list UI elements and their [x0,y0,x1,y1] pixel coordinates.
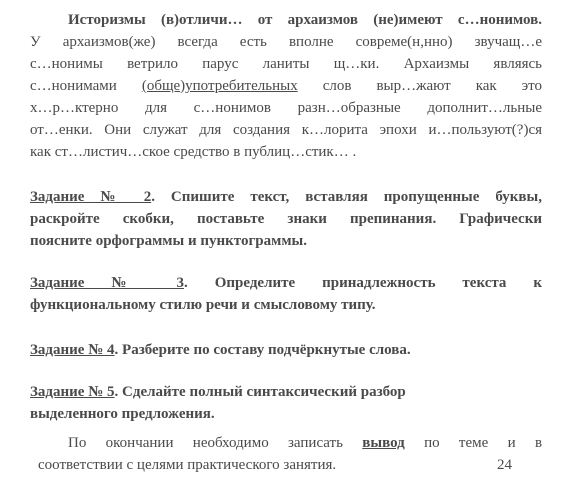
task-4 [30,339,542,361]
task-3-line-2: функциональному стилю речи и смысловому типу. [30,297,376,313]
task-5-text-1: . Сделайте полный синтаксический разбор [114,384,406,400]
text-line-4 [30,75,542,97]
task-3-text-1: . Определите принадлежность текста к [184,275,542,291]
text-line-5: х…р…ктерно для с…нонимов разн…образные дополнит…льные [30,100,542,116]
text-line-4-start: с…нонимами [30,78,117,94]
task-2-line-2: раскройте скобки, поставьте знаки препинания. Графически [30,211,542,227]
task-5 [30,381,542,425]
source-text [30,9,542,163]
title-sentence: Историзмы (в)отличи… от архаизмов (не)имеют с…нонимов. [68,12,542,28]
task-4-line-1 [30,339,542,361]
footer-text-c: по теме и в [424,435,543,451]
conclusion-word: вывод [362,435,405,451]
text-line-4-end: слов выр…жают как это [322,78,543,94]
task-2-text-1: . Спишите текст, вставляя пропущенные буквы, [151,189,542,205]
text-line-6: от…енки. Они служат для создания к…лорита эпохи и…пользуют(?)ся [30,122,542,138]
task-5-line-2: выделенного предложения. [30,406,215,422]
task-2 [30,186,542,252]
underlined-word: (обще)употребительных [141,78,298,94]
footer-line-2: соответствии с целями практического занятия. [38,457,337,473]
task-2-line-1 [30,186,542,208]
page-number: 24 [497,457,512,473]
task-4-label: Задание № 4 [30,342,115,358]
text-line-7: как ст…листич…ское средство в публиц…стик… . [30,144,357,160]
text-line-3: с…нонимы ветрило парус ланиты щ…ки. Архаизмы являясь [30,56,542,72]
footer-line-1 [38,432,542,454]
task-4-text: . Разберите по составу подчёркнутые слова. [114,342,411,358]
footer-text-a: По окончании необходимо записать [68,435,343,451]
footer-line-1-content [38,432,542,454]
task-3 [30,272,542,316]
task-5-label: Задание № 5 [30,384,115,400]
text-line-2: У архаизмов(же) всегда есть вполне совреме(н,нно) звучащ…е [30,34,542,50]
task-5-line-1 [30,381,542,403]
text-line-1 [30,9,542,31]
task-2-line-3: поясните орфограммы и пунктограммы. [30,233,308,249]
task-3-label: Задание № 3 [30,275,185,291]
task-3-line-1 [30,272,542,294]
task-2-label: Задание № 2 [30,189,152,205]
